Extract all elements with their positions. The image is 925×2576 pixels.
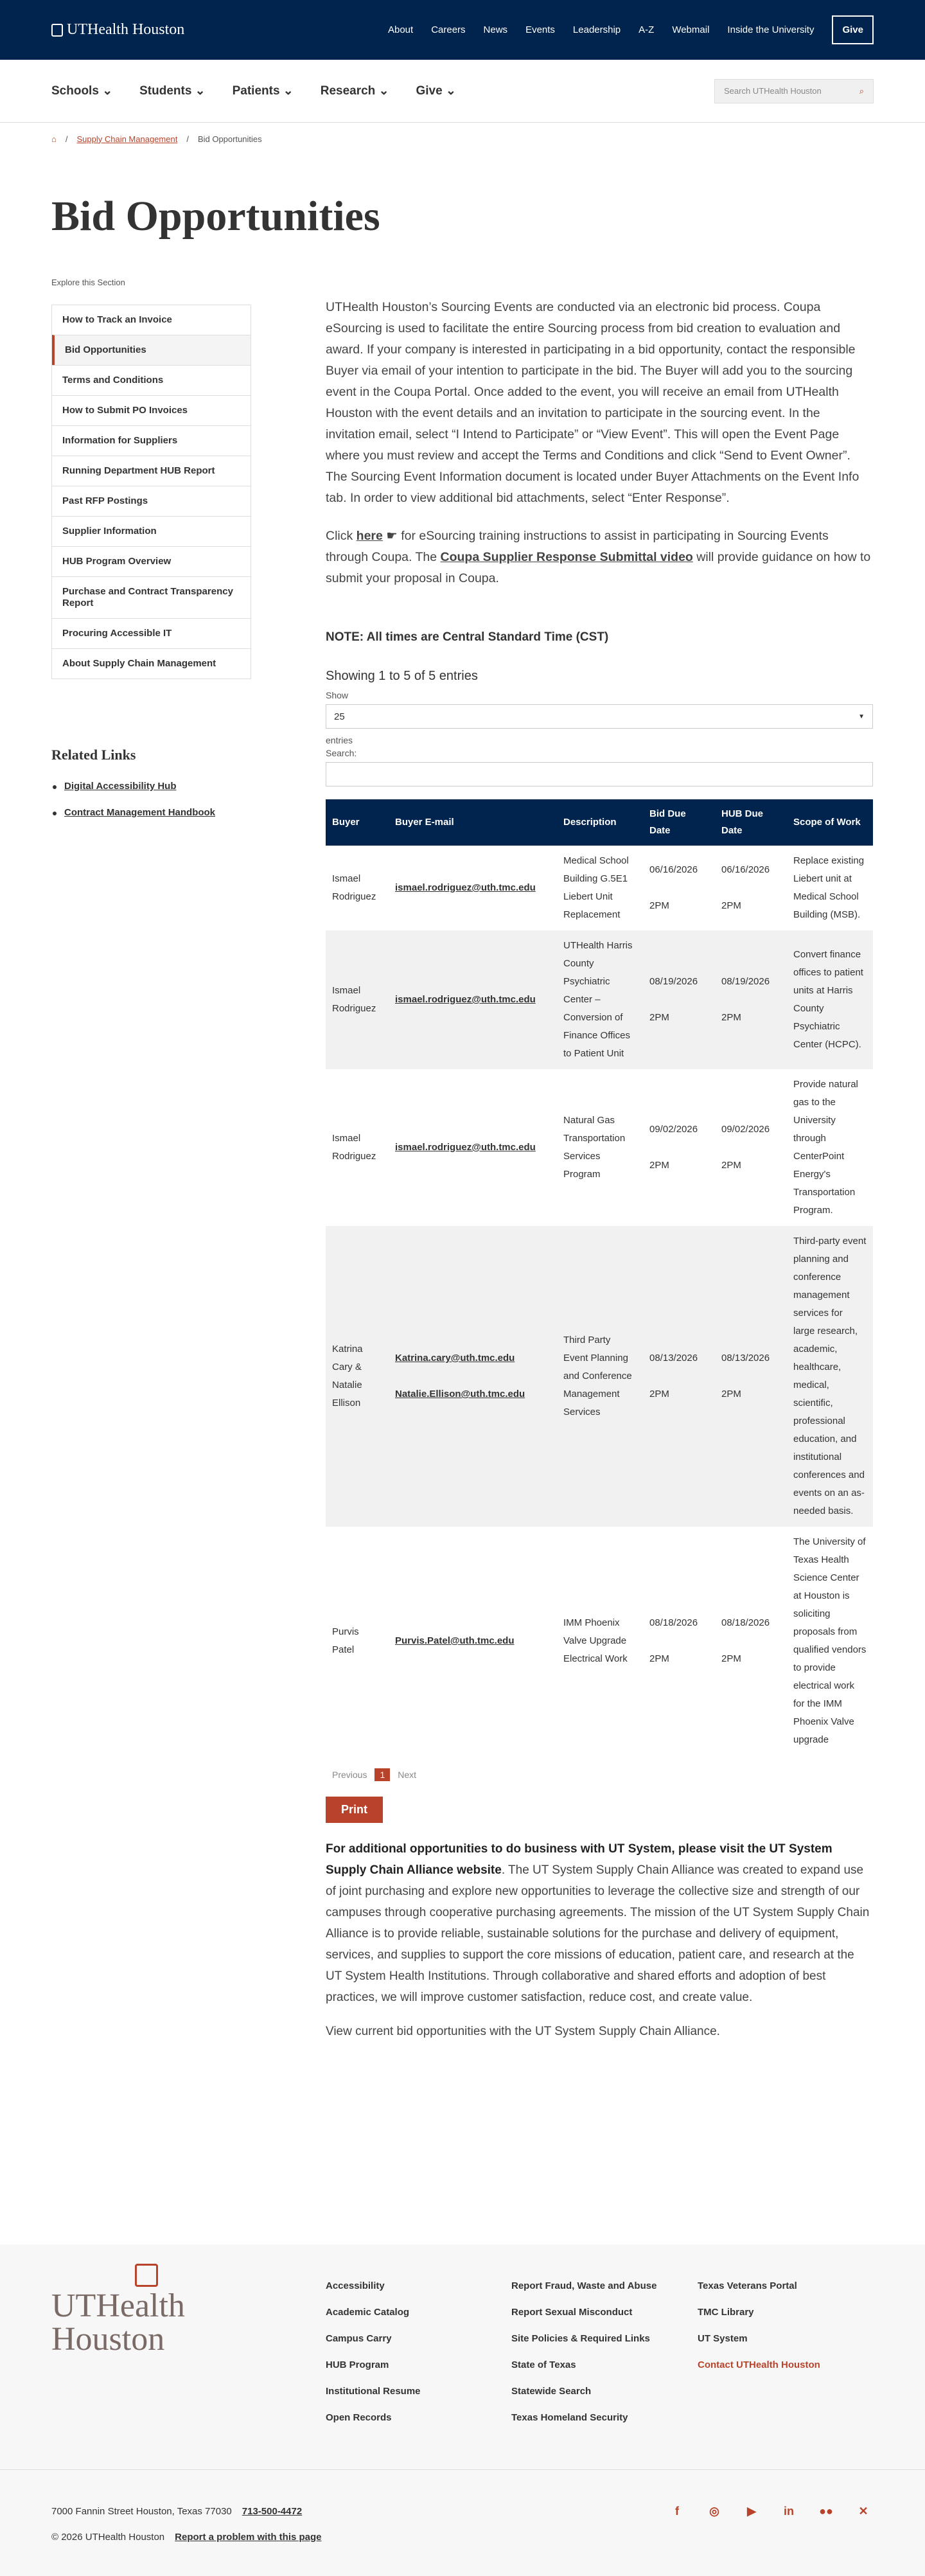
related-link[interactable] [51, 807, 251, 818]
nav-give[interactable] [416, 84, 455, 98]
cell-hub-due [715, 846, 787, 930]
hub-time: 2PM [721, 900, 741, 911]
related-links [51, 781, 251, 833]
footer-links-col1 [326, 2280, 421, 2438]
main-nav [0, 60, 925, 123]
sidebar-item-submit-po[interactable]: How to Submit PO Invoices [52, 395, 251, 425]
table-row [326, 1226, 873, 1527]
footer-link[interactable]: Open Records [326, 2412, 392, 2423]
footer-link[interactable]: State of Texas [511, 2359, 576, 2370]
pagination-next[interactable]: Next [398, 1770, 417, 1780]
chevron-down-icon: ⌄ [378, 84, 389, 98]
col-description[interactable]: Description [557, 799, 643, 846]
alliance-view-link[interactable]: View current bid opportunities with the UT System Supply Chain Alliance. [326, 2025, 720, 2038]
top-nav-careers[interactable]: Careers [431, 24, 466, 35]
instagram-icon[interactable]: ◎ [709, 2505, 719, 2518]
cell-description: UTHealth Harris County Psychiatric Center – Conversion of Finance Offices to Patient Unit [557, 930, 643, 1069]
search-label: Search: [326, 748, 357, 758]
cell-email [389, 1226, 557, 1527]
cell-scope: Provide natural gas to the University through CenterPoint Energy's Transportation Program. [793, 1079, 858, 1216]
nav-give-label: Give [416, 84, 443, 98]
hub-date: 06/16/2026 [721, 864, 770, 875]
footer [0, 2244, 925, 2576]
intro-paragraph: UTHealth Houston’s Sourcing Events are conducted via an electronic bid process. Coupa eSourcing is used to facilitate the entire Sourcing process from bid creation to evaluation and award. If your company is interested in participating in a bid opportunity, contact the responsible Buyer via email of your intention to participate in the bid. The Buyer will add you to the sourcing event in the Coupa Portal. Once added to the event, you will receive an email from UTHealth Houston with the event details and an invitation to participate in the sourcing event. In the invitation email, select “I Intend to Participate” or “View Event”. This will open the Event Page where you must review and accept the Terms and Conditions and click “Send to Event Owner”. The Sourcing Event Information document is located under Buyer Attachments on the Event Info tab. In order to view additional bid attachments, select “Enter Response”. [326, 300, 859, 505]
here-link[interactable]: here [356, 529, 383, 543]
top-nav-news[interactable]: News [483, 24, 508, 35]
give-button[interactable]: Give [832, 15, 874, 44]
footer-link[interactable]: TMC Library [698, 2307, 754, 2318]
breadcrumb-parent[interactable]: Supply Chain Management [76, 134, 178, 144]
hub-time: 2PM [721, 1160, 741, 1171]
top-nav-leadership[interactable]: Leadership [572, 24, 621, 35]
bid-date: 08/13/2026 [649, 1353, 698, 1364]
breadcrumb-current: Bid Opportunities [197, 134, 262, 144]
hub-time: 2PM [721, 1653, 741, 1664]
footer-link-contact[interactable]: Contact UTHealth Houston [698, 2359, 820, 2370]
logo-text: UTHealth Houston [67, 21, 185, 38]
bid-date: 08/18/2026 [649, 1617, 698, 1628]
sidebar-item-terms[interactable]: Terms and Conditions [52, 365, 251, 395]
youtube-icon[interactable]: ▶ [747, 2505, 756, 2518]
page-size-select[interactable] [326, 704, 873, 729]
sidebar-item-hub-overview[interactable]: HUB Program Overview [52, 546, 251, 576]
bid-time: 2PM [649, 1160, 669, 1171]
cell-buyer: Ismael Rodriguez [332, 873, 376, 902]
cell-hub-due [715, 1226, 787, 1527]
chevron-down-icon: ⌄ [102, 84, 113, 98]
sidebar-item-accessible-it[interactable]: Procuring Accessible IT [52, 618, 251, 648]
col-hub-due[interactable]: HUB Due Date [715, 799, 787, 846]
footer-links-col2 [511, 2280, 656, 2438]
email-link[interactable]: ismael.rodriguez@uth.tmc.edu [395, 994, 536, 1005]
bid-time: 2PM [649, 1389, 669, 1399]
cell-buyer: Katrina Cary & Natalie Ellison [326, 1226, 389, 1527]
page-size-value: 25 [334, 711, 345, 722]
cell-email [389, 846, 557, 930]
sidebar-item-past-rfp[interactable]: Past RFP Postings [52, 486, 251, 516]
cell-bid-due [643, 1226, 715, 1527]
breadcrumb [0, 123, 925, 155]
top-nav-events[interactable]: Events [525, 24, 555, 35]
cell-scope: Convert finance offices to patient units at Harris County Psychiatric Center (HCPC). [787, 930, 873, 1069]
sidebar-item-hub-report[interactable]: Running Department HUB Report [52, 456, 251, 486]
entries-label: entries [326, 735, 353, 745]
flickr-icon[interactable]: ●● [819, 2505, 833, 2518]
phone-link[interactable]: 713-500-4472 [242, 2506, 303, 2517]
sidebar-item-about[interactable]: About Supply Chain Management [52, 648, 251, 679]
bid-table [326, 799, 873, 1755]
nav-students[interactable] [139, 84, 205, 98]
top-nav-a-z[interactable]: A-Z [639, 24, 655, 35]
video-link[interactable]: Coupa Supplier Response Submittal video [440, 550, 693, 564]
email-link[interactable]: ismael.rodriguez@uth.tmc.edu [395, 882, 536, 893]
home-icon[interactable]: ⌂ [51, 134, 57, 144]
logo-icon [135, 2264, 158, 2287]
text: will provide guidance on how to submit your proposal in Coupa. [326, 550, 871, 585]
footer-copyright [51, 2532, 322, 2543]
hub-time: 2PM [721, 1389, 741, 1399]
cell-description: IMM Phoenix Valve Upgrade Electrical Work [563, 1617, 628, 1664]
sidebar-item-transparency[interactable]: Purchase and Contract Transparency Report [52, 576, 251, 618]
table-row [326, 846, 873, 930]
hub-date: 08/19/2026 [721, 976, 770, 987]
table-row [326, 930, 873, 1069]
top-bar [0, 0, 925, 60]
cell-buyer: Ismael Rodriguez [326, 930, 389, 1069]
hub-date: 08/13/2026 [721, 1353, 770, 1364]
footer-links-col3 [698, 2280, 820, 2386]
caret-down-icon: ▼ [858, 713, 865, 720]
nav-students-label: Students [139, 84, 192, 98]
email-link[interactable]: Natalie.Ellison@uth.tmc.edu [395, 1389, 525, 1399]
search-input[interactable] [714, 79, 874, 103]
cell-bid-due [643, 846, 715, 930]
nav-schools-label: Schools [51, 84, 99, 98]
cell-hub-due [715, 930, 787, 1069]
cell-hub-due [715, 1069, 787, 1226]
footer-divider [0, 2469, 925, 2470]
email-link[interactable]: Purvis.Patel@uth.tmc.edu [395, 1635, 515, 1646]
text: Click [326, 529, 357, 543]
alliance-link[interactable]: For additional opportunities to do business with UT System, please visit the UT System Supply Chain Alliance website [326, 1842, 833, 1877]
footer-link[interactable]: Campus Carry [326, 2333, 392, 2344]
pointer-icon: ☛ [386, 529, 398, 543]
sidebar-item-supplier-info[interactable]: Supplier Information [52, 516, 251, 546]
nav-schools[interactable] [51, 84, 112, 98]
cell-bid-due [643, 1527, 715, 1755]
bid-time: 2PM [649, 1653, 669, 1664]
cell-bid-due [643, 930, 715, 1069]
nav-patients-label: Patients [232, 84, 280, 98]
footer-link[interactable]: Site Policies & Required Links [511, 2333, 650, 2344]
hub-time: 2PM [721, 1012, 741, 1023]
sidebar-label: Explore this Section [51, 278, 125, 287]
print-button[interactable]: Print [326, 1797, 383, 1823]
bid-time: 2PM [649, 1012, 669, 1023]
top-nav-about[interactable]: About [387, 24, 414, 35]
related-links-title: Related Links [51, 747, 136, 763]
hub-date: 08/18/2026 [721, 1617, 770, 1628]
bid-time: 2PM [649, 900, 669, 911]
timezone-note: NOTE: All times are Central Standard Time (CST) [326, 630, 609, 644]
footer-link[interactable]: HUB Program [326, 2359, 389, 2370]
cell-email [389, 930, 557, 1069]
copyright-text: © 2026 UTHealth Houston [51, 2532, 165, 2543]
col-scope[interactable]: Scope of Work [787, 799, 873, 846]
sidebar-item-track-invoice[interactable]: How to Track an Invoice [52, 305, 251, 335]
breadcrumb-separator: / [186, 134, 189, 144]
site-logo[interactable] [51, 21, 184, 39]
cell-buyer: Purvis Patel [332, 1626, 359, 1655]
cell-email [389, 1527, 557, 1755]
facebook-icon[interactable]: f [675, 2505, 679, 2518]
footer-link[interactable]: Institutional Resume [326, 2386, 421, 2397]
footer-link[interactable]: Texas Homeland Security [511, 2412, 628, 2423]
pagination-page[interactable]: 1 [374, 1768, 390, 1781]
social-links [669, 2503, 871, 2519]
col-buyer[interactable]: Buyer [326, 799, 389, 846]
footer-link[interactable]: Academic Catalog [326, 2307, 410, 2318]
main-content [326, 297, 873, 2039]
email-link[interactable]: ismael.rodriguez@uth.tmc.edu [395, 1142, 536, 1153]
chevron-down-icon: ⌄ [445, 84, 456, 98]
footer-link[interactable]: Report Sexual Misconduct [511, 2307, 633, 2318]
col-email[interactable]: Buyer E-mail [389, 799, 557, 846]
breadcrumb-separator: / [65, 134, 68, 144]
col-bid-due[interactable]: Bid Due Date [643, 799, 715, 846]
footer-link[interactable]: Statewide Search [511, 2386, 592, 2397]
entries-summary: Showing 1 to 5 of 5 entries [326, 669, 478, 683]
top-nav-webmail[interactable]: Webmail [672, 24, 710, 35]
pagination-previous[interactable]: Previous [332, 1770, 367, 1780]
related-link-label: Contract Management Handbook [64, 807, 216, 818]
address-text: 7000 Fannin Street Houston, Texas 77030 [51, 2506, 232, 2517]
nav-research[interactable] [321, 84, 389, 98]
text: . The UT System Supply Chain Alliance was created to expand use of joint purchasing and explore new opportunities to leverage the collective size and strength of our campuses through cooperative purchasing agreements. The mission of the UT System Supply Chain Alliance is to provide reliable, sustainable solutions for the purchase and delivery of equipment, services, and supplies to support the core missions of education, patient care, and research at the UT System Health Institutions. Through collaborative and shared efforts and adoption of best practices, we will improve customer satisfaction, reduce cost, and create value. [326, 1863, 870, 2004]
x-icon[interactable]: ✕ [858, 2505, 868, 2518]
chevron-down-icon: ⌄ [195, 84, 206, 98]
cell-description: Natural Gas Transportation Services Program [563, 1115, 626, 1180]
training-paragraph [326, 526, 873, 589]
nav-patients[interactable] [233, 84, 294, 98]
related-link-label: Digital Accessibility Hub [64, 781, 177, 792]
nav-research-label: Research [320, 84, 376, 98]
cell-buyer: Ismael Rodriguez [332, 1133, 376, 1162]
footer-logo-line: UTHealth [51, 2287, 185, 2324]
cell-scope: Replace existing Liebert unit at Medical School Building (MSB). [793, 855, 865, 920]
show-label: Show [326, 690, 349, 700]
cell-hub-due [715, 1527, 787, 1755]
sidebar-item-bid-opportunities[interactable]: Bid Opportunities [52, 335, 251, 365]
footer-logo-line: Houston [51, 2321, 165, 2358]
top-nav-inside-university[interactable]: Inside the University [727, 24, 815, 35]
search-icon[interactable]: ⌕ [859, 85, 864, 96]
linkedin-icon[interactable]: in [784, 2505, 794, 2518]
footer-link[interactable]: Report Fraud, Waste and Abuse [511, 2280, 657, 2291]
logo-icon [51, 24, 63, 37]
section-nav [51, 305, 251, 679]
footer-link[interactable]: UT System [698, 2333, 748, 2344]
footer-link[interactable]: Accessibility [326, 2280, 385, 2291]
table-row [326, 1527, 873, 1755]
cell-email [389, 1069, 557, 1226]
chevron-down-icon: ⌄ [283, 84, 294, 98]
report-problem-link[interactable]: Report a problem with this page [175, 2532, 322, 2543]
cell-bid-due [643, 1069, 715, 1226]
text: for eSourcing training instructions to assist in participating in Sourcing Events through Coupa. The [326, 529, 829, 564]
alliance-paragraph [326, 1838, 873, 2008]
footer-address [51, 2506, 302, 2517]
table-row [326, 1069, 873, 1226]
table-search-input[interactable] [326, 762, 873, 786]
top-nav [388, 15, 874, 44]
cell-scope: The University of Texas Health Science Center at Houston is soliciting proposals from qualified vendors to provide electrical work for the IMM Phoenix Valve upgrade [793, 1536, 867, 1745]
bid-date: 06/16/2026 [649, 864, 698, 875]
cell-description: Medical School Building G.5E1 Liebert Unit Replacement [563, 855, 629, 920]
email-link[interactable]: Katrina.cary@uth.tmc.edu [395, 1353, 515, 1364]
sidebar-item-info-suppliers[interactable]: Information for Suppliers [52, 425, 251, 456]
bid-date: 08/19/2026 [649, 976, 698, 987]
search-placeholder: Search UTHealth Houston [724, 86, 822, 96]
page-title: Bid Opportunities [51, 193, 380, 240]
cell-scope: Third-party event planning and conference management services for large research, academic, healthcare, medical, scientific, professional education, and institutional conferences and events on an as-needed basis. [787, 1226, 873, 1527]
related-link[interactable] [51, 781, 251, 792]
footer-link[interactable]: Texas Veterans Portal [698, 2280, 797, 2291]
footer-logo[interactable] [51, 2264, 206, 2356]
pagination [326, 1768, 873, 1781]
hub-date: 09/02/2026 [721, 1124, 770, 1135]
bid-date: 09/02/2026 [649, 1124, 698, 1135]
cell-description: Third Party Event Planning and Conference Management Services [557, 1226, 643, 1527]
